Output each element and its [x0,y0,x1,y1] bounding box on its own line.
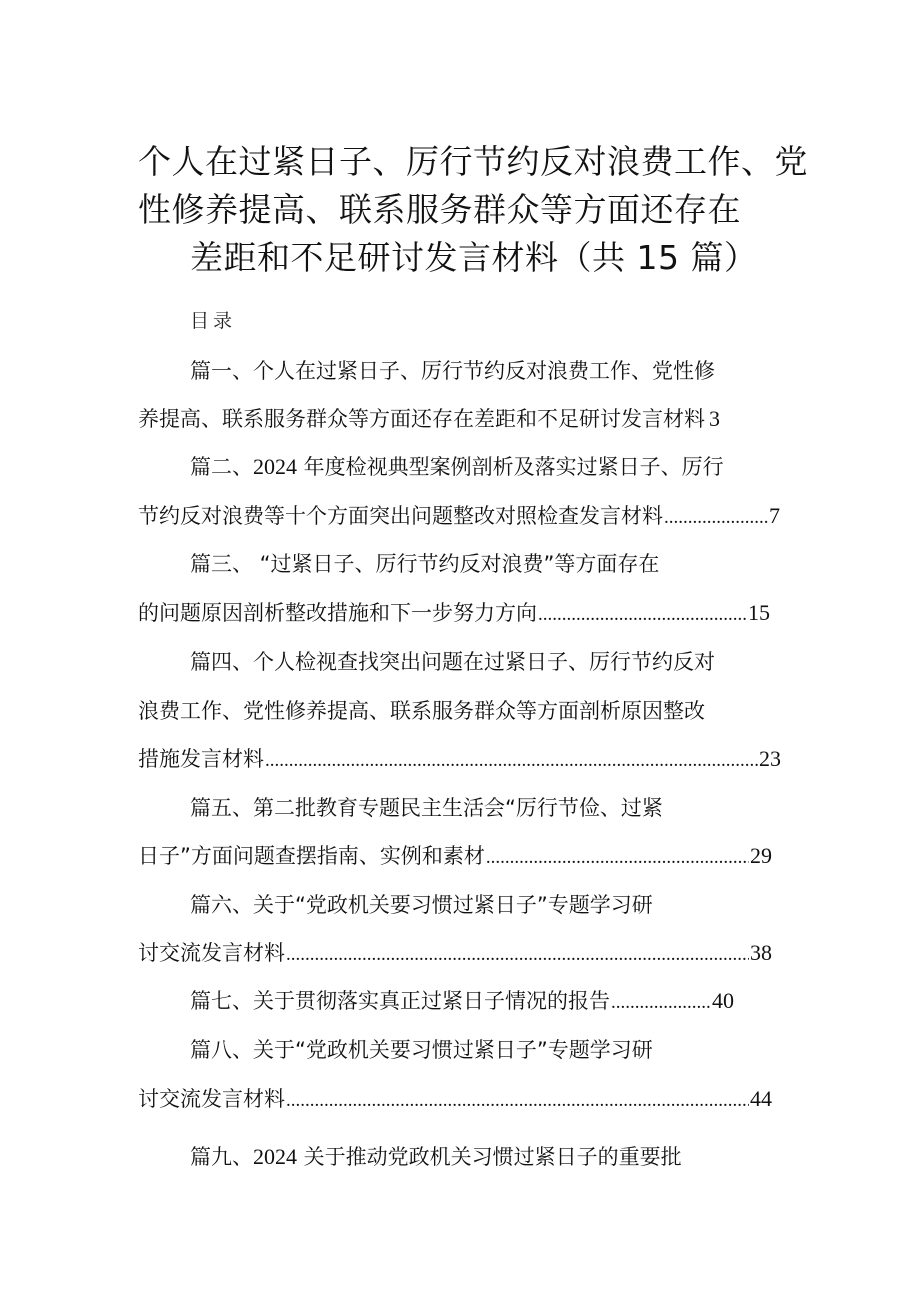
toc-entry-3-text: 的问题原因剖析整改措施和下一步努力方向 [138,601,537,625]
document-title-line-2: 性修养提高、联系服务群众等方面还存在 [138,190,741,229]
toc-entry-1-page: 3 [709,406,720,431]
toc-entry-2-rest: 年度检视典型案例剖析及落实过紧日子、厉行 [297,455,724,479]
toc-entry-1-text: 养提高、联系服务群众等方面还存在差距和不足研讨发言材料 [138,407,705,431]
toc-entry-1-line-2[interactable] [138,404,783,434]
toc-entry-5-leader [486,843,749,873]
toc-entry-6-page: 38 [750,940,772,965]
toc-entry-8-leader [286,1086,749,1116]
toc-entry-3-line-2[interactable] [138,598,770,630]
toc-entry-8-line-2[interactable] [138,1084,772,1116]
toc-entry-5-line-1[interactable]: 篇五、第二批教育专题民主生活会“厉行节俭、过紧 [190,796,663,820]
toc-entry-5-text: 日子”方面问题查摆指南、实例和素材 [138,844,485,868]
toc-entry-3-page: 15 [748,600,770,625]
toc-entry-2-year: 2024 [253,454,297,479]
toc-entry-3-line-1[interactable]: 篇三、 “过紧日子、厉行节约反对浪费”等方面存在 [190,552,660,576]
toc-entry-8-page: 44 [750,1086,772,1111]
toc-entry-4-line-1[interactable]: 篇四、个人检视查找突出问题在过紧日子、厉行节约反对 [190,650,715,674]
toc-entry-7-line-1[interactable] [190,986,734,1018]
toc-heading: 目录 [190,310,237,332]
toc-entry-6-line-1[interactable]: 篇六、关于“党政机关要习惯过紧日子”专题学习研 [190,893,653,917]
toc-entry-6-line-2[interactable] [138,938,772,970]
toc-entry-4-text: 措施发言材料 [138,747,264,771]
toc-entry-2-leader [664,503,768,533]
toc-entry-4-line-3[interactable] [138,744,781,776]
toc-entry-5-line-2[interactable] [138,841,772,873]
toc-entry-9-prefix: 篇九、 [190,1145,253,1169]
toc-entry-2-prefix: 篇二、 [190,455,253,479]
document-title-line-3: 差距和不足研讨发言材料（共 15 篇） [190,238,758,277]
toc-entry-6-text: 讨交流发言材料 [138,941,285,965]
toc-entry-3-leader [538,600,747,630]
toc-entry-4-leader [265,746,758,776]
toc-entry-7-leader [611,988,711,1018]
toc-entry-4-page: 23 [759,746,781,771]
toc-entry-1-line-1[interactable]: 篇一、个人在过紧日子、厉行节约反对浪费工作、党性修 [190,359,715,383]
toc-entry-6-leader [286,940,749,970]
toc-entry-8-text: 讨交流发言材料 [138,1087,285,1111]
toc-entry-9-rest: 关于推动党政机关习惯过紧日子的重要批 [297,1145,682,1169]
toc-entry-9-year: 2024 [253,1144,297,1169]
toc-entry-2-text: 节约反对浪费等十个方面突出问题整改对照检查发言材料 [138,504,663,528]
document-title-line-1: 个人在过紧日子、厉行节约反对浪费工作、党 [138,142,808,181]
toc-entry-2-line-1[interactable] [190,452,724,482]
toc-entry-9-line-1[interactable] [190,1142,682,1172]
toc-entry-8-line-1[interactable]: 篇八、关于“党政机关要习惯过紧日子”专题学习研 [190,1038,653,1062]
toc-entry-5-page: 29 [750,843,772,868]
toc-entry-4-line-2[interactable]: 浪费工作、党性修养提高、联系服务群众等方面剖析原因整改 [138,699,705,723]
toc-entry-2-line-2[interactable] [138,501,780,533]
toc-entry-2-page: 7 [769,503,780,528]
toc-entry-7-text: 篇七、关于贯彻落实真正过紧日子情况的报告 [190,989,610,1013]
toc-entry-7-page: 40 [712,988,734,1013]
